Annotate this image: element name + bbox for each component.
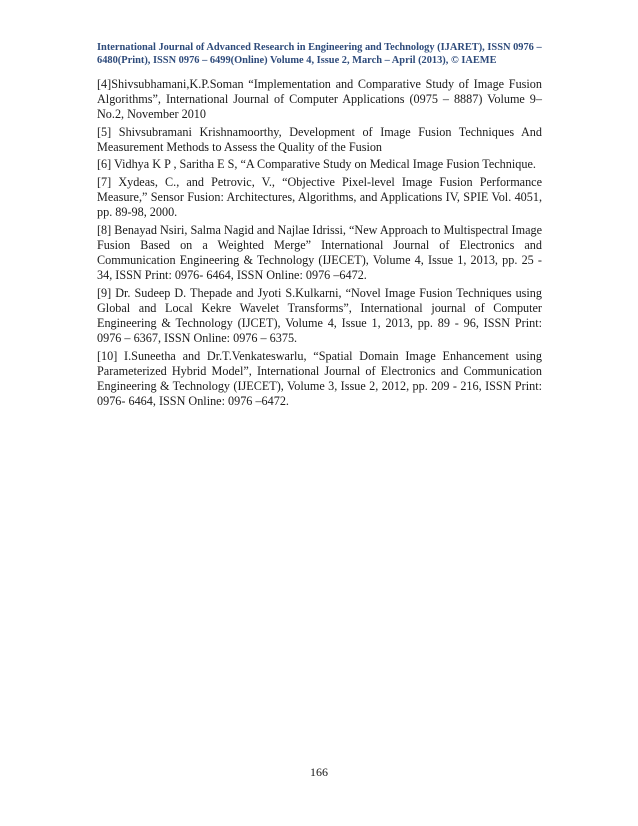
reference-list <box>97 77 542 411</box>
reference-9: [9] Dr. Sudeep D. Thepade and Jyoti S.Kulkarni, “Novel Image Fusion Techniques using Global and Local Kekre Wavelet Transforms”, International journal of Computer Engineering & Technology (IJCET), Volume 4, Issue 1, 2013, pp. 89 - 96, ISSN Print: 0976 – 6367, ISSN Online: 0976 – 6375. <box>97 285 542 345</box>
reference-8: [8] Benayad Nsiri, Salma Nagid and Najlae Idrissi, “New Approach to Multispectral Image Fusion Based on a Weighted Merge” International Journal of Electronics and Communication Engineering & Technology (IJECET), Volume 4, Issue 1, 2013, pp. 25 - 34, ISSN Print: 0976- 6464, ISSN Online: 0976 –6472. <box>97 222 542 283</box>
reference-4: [4]Shivsubhamani,K.P.Soman “Implementation and Comparative Study of Image Fusion Algorithms”, International Journal of Computer Applications (0975 – 8887) Volume 9– No.2, November 2010 <box>97 77 542 122</box>
reference-5: [5] Shivsubramani Krishnamoorthy, Development of Image Fusion Techniques And Measurement Methods to Assess the Quality of the Fusion <box>97 124 542 154</box>
reference-6: [6] Vidhya K P , Saritha E S, “A Comparative Study on Medical Image Fusion Technique. <box>97 157 536 172</box>
journal-running-header: International Journal of Advanced Research in Engineering and Technology (IJARET), ISSN 0976 – 6480(Print), ISSN 0976 – 6499(Online) Volume 4, Issue 2, March – April (2013), © IAEME <box>97 42 542 66</box>
page-number: 166 <box>310 765 328 779</box>
reference-7: [7] Xydeas, C., and Petrovic, V., “Objective Pixel-level Image Fusion Performance Measure,” Sensor Fusion: Architectures, Algorithms, and Applications IV, SPIE Vol. 4051, pp. 89-98, 2000. <box>97 175 542 220</box>
reference-10: [10] I.Suneetha and Dr.T.Venkateswarlu, “Spatial Domain Image Enhancement using Parameterized Hybrid Model”, International Journal of Electronics and Communication Engineering & Technology (IJECET), Volume 3, Issue 2, 2012, pp. 209 - 216, ISSN Print: 0976- 6464, ISSN Online: 0976 –6472. <box>97 348 542 408</box>
